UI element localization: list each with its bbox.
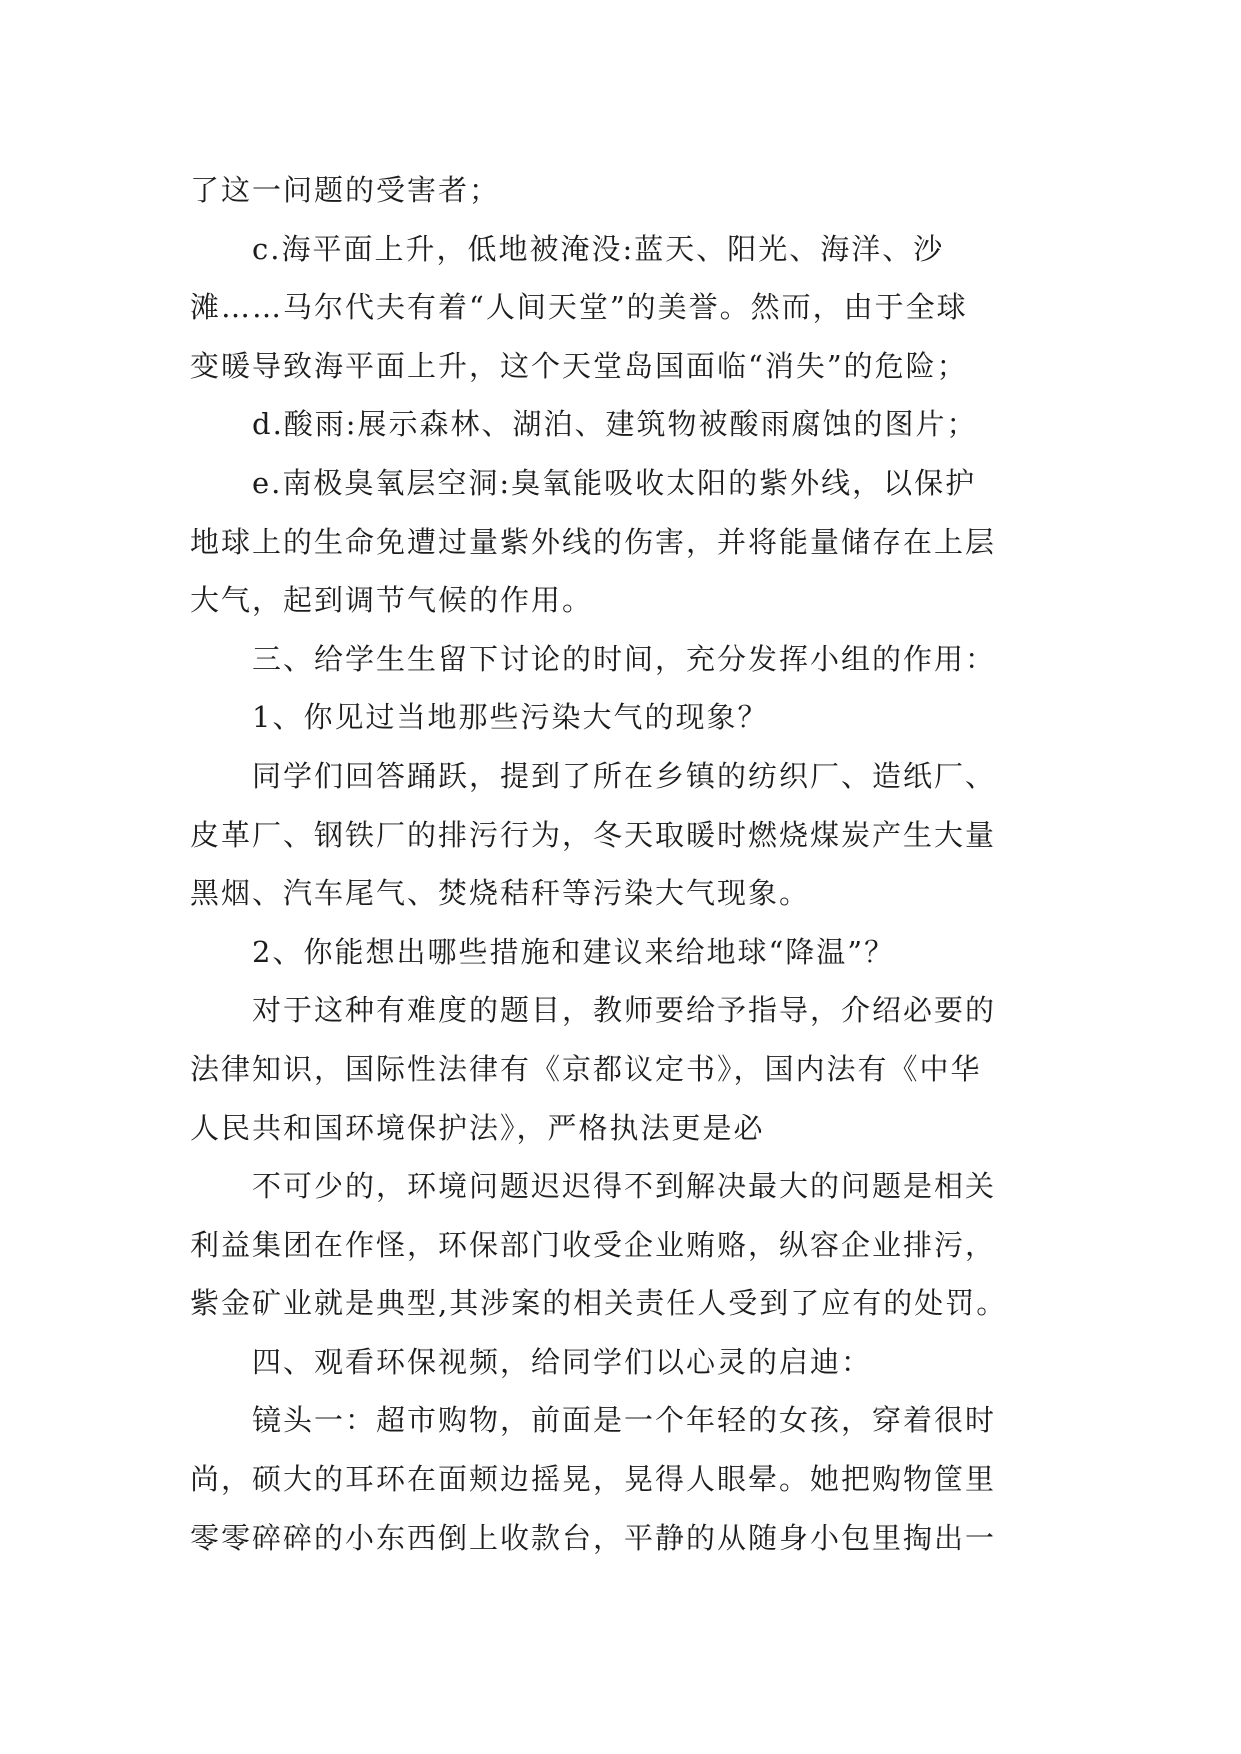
- text-line: 变暖导致海平面上升，这个天堂岛国面临“消失”的危险；: [190, 348, 968, 383]
- text-line: 法律知识，国际性法律有《京都议定书》，国内法有《中华: [190, 1051, 982, 1086]
- text-line: d.酸雨:展示森林、湖泊、建筑物被酸雨腐蚀的图片；: [252, 407, 978, 442]
- text-line: 皮革厂、钢铁厂的排污行为，冬天取暖时燃烧煤炭产生大量: [190, 817, 997, 852]
- text-line: 滩……马尔代夫有着“人间天堂”的美誉。然而，由于全球: [190, 290, 968, 325]
- text-line: 同学们回答踊跃，提到了所在乡镇的纺织厂、造纸厂、: [252, 758, 997, 793]
- text-line: 零零碎碎的小东西倒上收款台，平静的从随身小包里掏出一: [190, 1520, 997, 1555]
- text-line: 对于这种有难度的题目，教师要给予指导，介绍必要的: [252, 993, 997, 1028]
- text-line: c.海平面上升，低地被淹没:蓝天、阳光、海洋、沙: [252, 231, 945, 266]
- text-line: 人民共和国环境保护法》，严格执法更是必: [190, 1110, 765, 1145]
- text-line: 大气，起到调节气候的作用。: [190, 583, 594, 618]
- document-body-text: [190, 161, 1070, 1567]
- text-line: 黑烟、汽车尾气、焚烧秸秆等污染大气现象。: [190, 876, 811, 911]
- section-heading-line: 三、给学生生留下讨论的时间，充分发挥小组的作用：: [252, 641, 997, 676]
- text-line: e.南极臭氧层空洞:臭氧能吸收太阳的紫外线，以保护: [252, 465, 977, 500]
- text-line: 了这一问题的受害者；: [190, 173, 501, 207]
- text-line: 尚，硕大的耳环在面颊边摇晃，晃得人眼晕。她把购物筐里: [190, 1462, 997, 1497]
- question-line: 2、你能想出哪些措施和建议来给地球“降温”？: [252, 934, 896, 969]
- question-line: 1、你见过当地那些污染大气的现象？: [252, 700, 769, 735]
- text-line: 紫金矿业就是典型,其涉案的相关责任人受到了应有的处罚。: [190, 1286, 1008, 1321]
- text-line: 不可少的，环境问题迟迟得不到解决最大的问题是相关: [252, 1169, 997, 1204]
- text-line: 镜头一：超市购物，前面是一个年轻的女孩，穿着很时: [252, 1403, 997, 1438]
- text-line: 利益集团在作怪，环保部门收受企业贿赂，纵容企业排污，: [190, 1227, 997, 1262]
- text-line: 地球上的生命免遭过量紫外线的伤害，并将能量储存在上层: [190, 524, 997, 559]
- section-heading-line: 四、观看环保视频，给同学们以心灵的启迪：: [252, 1344, 873, 1379]
